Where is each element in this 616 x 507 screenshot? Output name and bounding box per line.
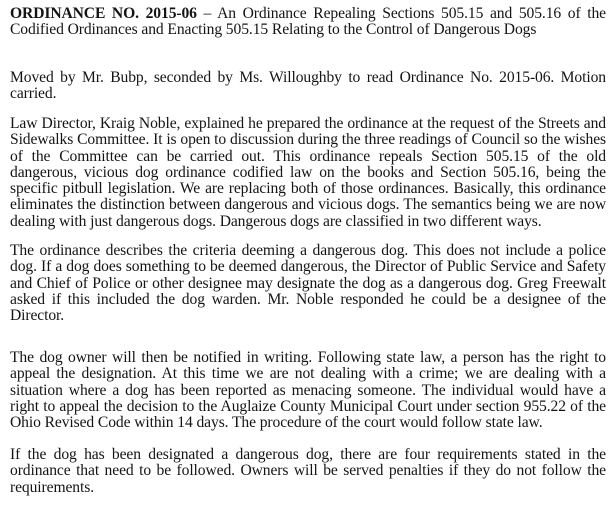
owner-notification-paragraph: The dog owner will then be notified in writing. Following state law, a person has the right to appeal the designation. At this time we are not dealing with a crime; we are dealing with a situation where a dog has been reported as menacing someone. The individual would have a right to appeal the decision to the Auglaize County Municipal Court under section 955.22 of the Ohio Revised Code within 14 days. The procedure of the court would follow state law. [10, 349, 606, 432]
requirements-paragraph: If the dog has been designated a dangerous dog, there are four requirements stated in the ordinance that need to be followed. Owners will be served penalties if they do not follow the requirements. [10, 446, 606, 496]
motion-paragraph: Moved by Mr. Bubp, seconded by Ms. Willoughby to read Ordinance No. 2015-06. Motion carried. [10, 69, 606, 103]
ordinance-number: 2015-06 [145, 5, 197, 22]
law-director-paragraph: Law Director, Kraig Noble, explained he prepared the ordinance at the request of the Streets and Sidewalks Committee. It is open to discussion during the three readings of Council so the wishes of the Committee can be carried out. This ordinance repeals Section 505.15 of the old dangerous, vicious dog ordinance codified law on the books and Section 505.16, being the specific pitbull legislation. We are replacing both of those ordinances. Basically, this ordinance eliminates the distinction between dangerous and vicious dogs. The semantics being we are now dealing with just dangerous dogs. Dangerous dogs are classified in two different ways. [10, 115, 606, 230]
ordinance-heading [10, 6, 606, 39]
criteria-paragraph: The ordinance describes the criteria deeming a dangerous dog. This does not include a police dog. If a dog does something to be deemed dangerous, the Director of Public Service and Safety and Chief of Police or other designee may designate the dog as a dangerous dog. Greg Freewalt asked if this included the dog warden. Mr. Noble responded he could be a designee of the Director. [10, 242, 606, 325]
ordinance-description: – An Ordinance Repealing Sections 505.15 and 505.16 of the Codified Ordinances and Enacting 505.15 Relating to the Control of Dangerous Dogs [10, 5, 606, 39]
ordinance-title-prefix: ORDINANCE NO. [10, 5, 139, 22]
